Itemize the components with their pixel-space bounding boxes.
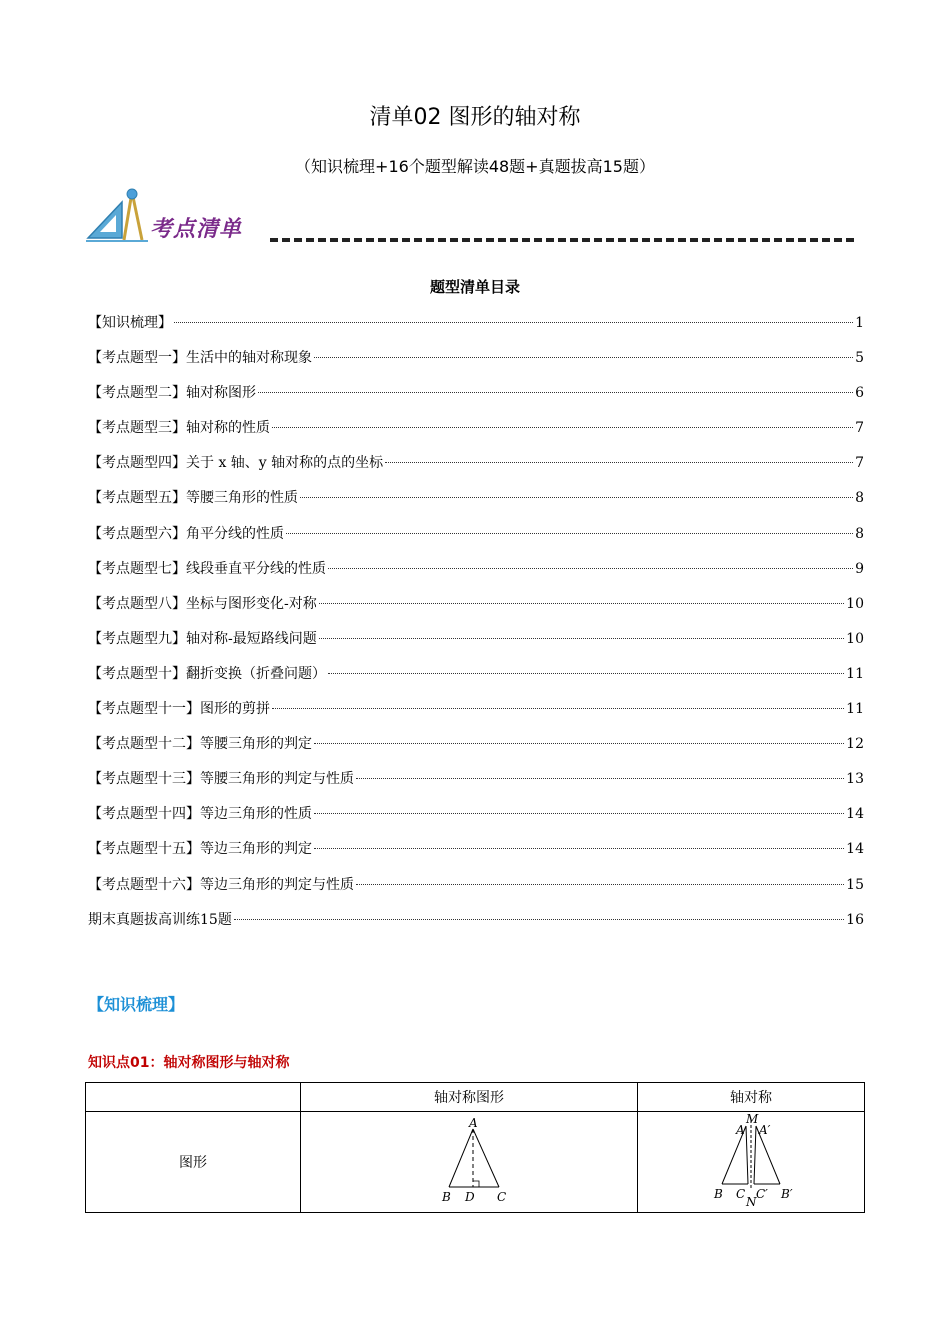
toc-item-page: 5	[855, 350, 864, 367]
toc-item-label: 【考点题型九】轴对称-最短路线问题	[88, 630, 317, 647]
toc-item-label: 【考点题型十一】图形的剪拼	[88, 701, 270, 718]
table-header-cell	[86, 1083, 301, 1112]
toc-leader	[234, 919, 844, 920]
toc-item[interactable]	[88, 347, 864, 382]
toc-item-page: 15	[846, 876, 864, 893]
toc-leader	[385, 462, 853, 463]
toc-item[interactable]	[88, 523, 864, 558]
toc-item-page: 7	[855, 455, 864, 472]
toc-leader	[314, 813, 844, 814]
banner-label: 考点清单	[150, 216, 243, 242]
toc-item-page: 8	[855, 525, 864, 542]
toc-item-label: 【考点题型十五】等边三角形的判定	[88, 841, 312, 858]
table-header-cell: 轴对称图形	[301, 1083, 638, 1112]
toc-item[interactable]	[88, 768, 864, 803]
toc-item-label: 【知识梳理】	[88, 315, 172, 331]
toc-item-page: 14	[846, 806, 864, 823]
toc-item-label: 【考点题型七】线段垂直平分线的性质	[88, 560, 326, 577]
toc-leader	[258, 392, 853, 393]
toc-item-page: 9	[855, 560, 864, 577]
label-c: C	[497, 1190, 507, 1204]
toc-item-page: 11	[846, 701, 864, 718]
toc-item[interactable]	[88, 733, 864, 768]
toc-item[interactable]	[88, 487, 864, 522]
label-b: B	[442, 1190, 451, 1204]
label-b: B	[714, 1187, 723, 1201]
toc-item-page: 8	[855, 490, 864, 507]
toc-item[interactable]	[88, 558, 864, 593]
section-heading: 【知识梳理】	[88, 995, 185, 1014]
toc-item-page: 6	[855, 385, 864, 402]
toc-item[interactable]	[88, 382, 864, 417]
banner-divider	[270, 238, 854, 242]
toc-item-page: 10	[846, 595, 864, 612]
toc-item-label: 【考点题型四】关于 x 轴、y 轴对称的点的坐标	[88, 455, 384, 472]
label-c: C	[736, 1187, 746, 1201]
toc-item-label: 【考点题型六】角平分线的性质	[88, 525, 284, 542]
toc-leader	[314, 357, 853, 358]
toc-item-page: 10	[846, 630, 864, 647]
toc-leader	[314, 848, 844, 849]
toc-item-page: 1	[855, 315, 864, 331]
toc-item[interactable]	[88, 312, 864, 347]
toc-item-label: 【考点题型一】生活中的轴对称现象	[88, 350, 312, 367]
toc-leader	[314, 743, 844, 744]
toc-leader	[328, 568, 853, 569]
compass-ruler-icon	[86, 186, 148, 248]
toc-item-page: 7	[855, 420, 864, 437]
toc-item[interactable]	[88, 628, 864, 663]
toc-item-page: 11	[846, 665, 864, 682]
label-a-prime: A′	[759, 1123, 771, 1137]
knowledge-table	[85, 1082, 865, 1213]
toc-item-label: 【考点题型二】轴对称图形	[88, 385, 256, 402]
toc-leader	[356, 884, 844, 885]
toc-item[interactable]	[88, 417, 864, 452]
toc-item-label: 【考点题型十】翻折变换（折叠问题）	[88, 665, 326, 682]
figure-cell-axial-symmetry	[638, 1112, 865, 1213]
toc-leader	[356, 778, 844, 779]
isosceles-triangle-figure	[409, 1115, 529, 1205]
toc-leader	[272, 708, 844, 709]
toc-item-page: 12	[846, 736, 864, 753]
toc-leader	[319, 638, 844, 639]
toc-item-page: 16	[846, 911, 864, 928]
label-a: A	[469, 1116, 478, 1130]
toc-leader	[272, 427, 853, 428]
label-m: M	[746, 1112, 759, 1126]
knowledge-point-title: 知识点01：轴对称图形与轴对称	[88, 1055, 290, 1071]
toc-leader	[286, 533, 853, 534]
toc-item-label: 【考点题型十二】等腰三角形的判定	[88, 736, 312, 753]
toc-leader	[328, 673, 844, 674]
toc-item-page: 13	[846, 771, 864, 788]
label-c-prime: C′	[756, 1187, 768, 1201]
toc-item[interactable]	[88, 803, 864, 838]
label-d: D	[465, 1190, 475, 1204]
toc-leader	[174, 322, 853, 323]
page-subtitle: （知识梳理+16个题型解读48题+真题拔高15题）	[295, 157, 655, 176]
toc-item-label: 【考点题型五】等腰三角形的性质	[88, 490, 298, 507]
toc-item[interactable]	[88, 874, 864, 909]
toc-item[interactable]	[88, 838, 864, 873]
toc-item-label: 【考点题型八】坐标与图形变化-对称	[88, 595, 317, 612]
table-header-cell: 轴对称	[638, 1083, 865, 1112]
toc-item[interactable]	[88, 663, 864, 698]
label-n: N	[746, 1195, 757, 1208]
symmetric-triangles-figure	[686, 1112, 816, 1208]
toc-item-label: 【考点题型三】轴对称的性质	[88, 420, 270, 437]
toc-leader	[300, 497, 853, 498]
row-label-cell: 图形	[86, 1112, 301, 1213]
figure-cell-axisymmetric-shape	[301, 1112, 638, 1213]
toc-item-label: 【考点题型十六】等边三角形的判定与性质	[88, 876, 354, 893]
page-title: 清单02 图形的轴对称	[369, 105, 581, 130]
table-of-contents	[88, 312, 864, 944]
toc-item[interactable]	[88, 452, 864, 487]
label-a: A	[736, 1123, 745, 1137]
toc-item[interactable]	[88, 593, 864, 628]
toc-leader	[319, 603, 844, 604]
toc-item-page: 14	[846, 841, 864, 858]
label-b-prime: B′	[781, 1187, 793, 1201]
table-header-row	[86, 1083, 865, 1112]
toc-heading: 题型清单目录	[429, 278, 520, 296]
toc-item-label: 【考点题型十四】等边三角形的性质	[88, 806, 312, 823]
table-row	[86, 1112, 865, 1213]
toc-item-label: 期末真题拔高训练15题	[88, 911, 232, 928]
section-banner	[86, 186, 856, 248]
toc-item-label: 【考点题型十三】等腰三角形的判定与性质	[88, 771, 354, 788]
toc-item[interactable]	[88, 698, 864, 733]
toc-item[interactable]	[88, 909, 864, 944]
